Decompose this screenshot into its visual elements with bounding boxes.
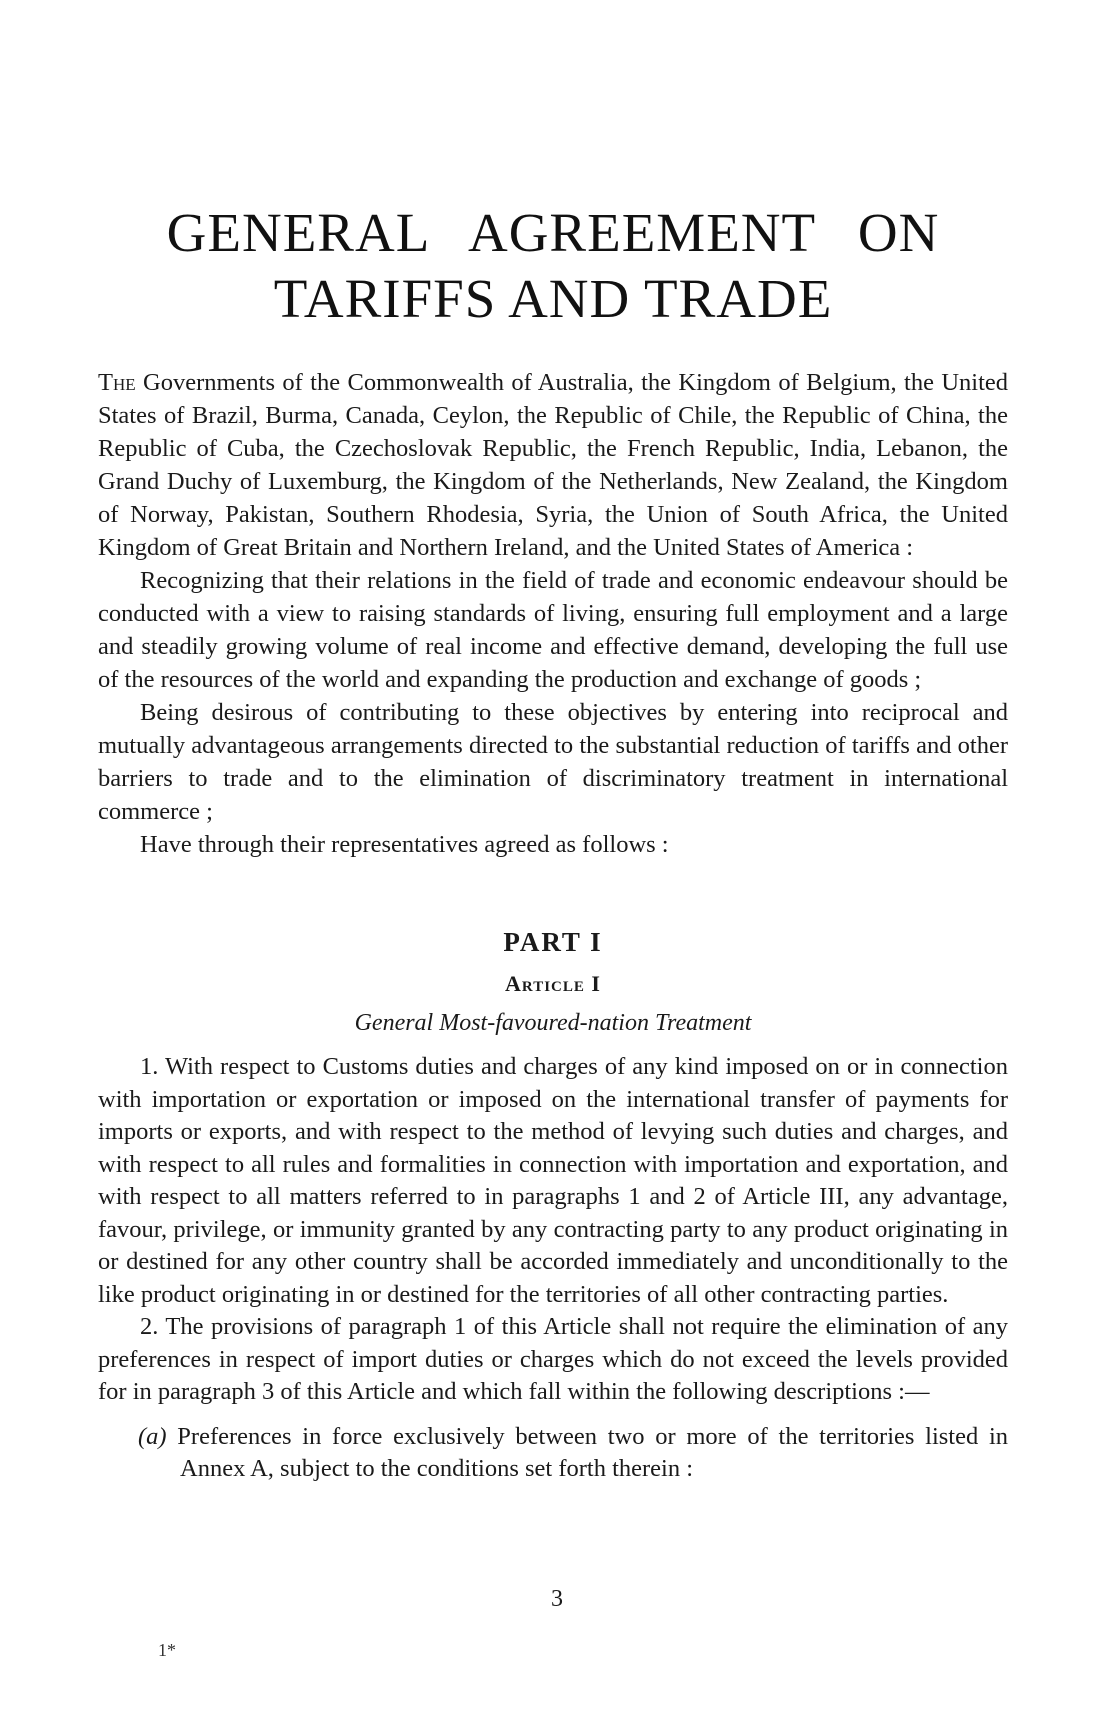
- preamble-lead-word: The: [98, 369, 136, 396]
- item-a-label: (a): [138, 1422, 167, 1450]
- item-a-text: Preferences in force exclusively between two or more of the territories listed in Annex A, subject to the conditions set forth therein :: [166, 1422, 1008, 1482]
- preamble-have-agreed: Have through their representatives agreed as follows :: [140, 831, 669, 858]
- preamble: [98, 366, 1008, 861]
- article-paragraph-1: 1. With respect to Customs duties and charges of any kind imposed on or in connection with importation or exportation or imposed on the international transfer of payments for imports or exports, and with respect to the method of levying such duties and charges, and with respect to all rules and formalities in connection with importation and exportation, and with respect to all matters referred to in paragraphs 1 and 2 of Article III, any advantage, favour, privilege, or immunity granted by any contracting party to any product originating in or destined for any other country shall be accorded immediately and unconditionally to the like product originating in or destined for the territories of all other contracting parties.: [98, 1053, 1008, 1308]
- document-title: [98, 200, 1008, 332]
- article-subtitle: General Most-favoured-nation Treatment: [354, 1010, 752, 1036]
- part-heading: PART I: [503, 927, 603, 957]
- page-number: 3: [551, 1586, 563, 1612]
- preamble-recognizing: Recognizing that their relations in the field of trade and economic endeavour should be conducted with a view to raising standards of living, ensuring full employment and a large and steadily growing volume of real income and effective demand, developing the full use of the resources of the world and expanding the production and exchange of goods ;: [98, 567, 1008, 693]
- title-line-2: TARIFFS AND TRADE: [273, 268, 833, 329]
- article-paragraph-2: 2. The provisions of paragraph 1 of this Article shall not require the elimination of any preferences in respect of import duties or charges which do not exceed the levels provided for in paragraph 3 of this Article and which fall within the following descriptions :—: [98, 1313, 1008, 1405]
- signature-mark: 1*: [158, 1640, 176, 1660]
- preamble-opening-text: Governments of the Commonwealth of Australia, the Kingdom of Belgium, the United States of Brazil, Burma, Canada, Ceylon, the Republic of Chile, the Republic of China, the Republic of Cuba, the Czechoslovak Republic, the French Republic, India, Lebanon, the Grand Duchy of Luxemburg, the Kingdom of the Netherlands, New Zealand, the Kingdom of Norway, Pakistan, Southern Rhodesia, Syria, the Union of South Africa, the United Kingdom of Great Britain and Northern Ireland, and the United States of America :: [98, 369, 1008, 561]
- preamble-being-desirous: Being desirous of contributing to these objectives by entering into reciprocal and mutually advantageous arrangements directed to the substantial reduction of tariffs and other barriers to trade and to the elimination of discriminatory treatment in international commerce ;: [98, 699, 1008, 825]
- title-line-1: GENERAL AGREEMENT ON: [166, 202, 940, 263]
- article-body: [98, 1051, 1008, 1486]
- preamble-governments: [98, 366, 1008, 564]
- article-heading: Article I: [505, 971, 601, 996]
- article-item-a: [98, 1421, 1008, 1486]
